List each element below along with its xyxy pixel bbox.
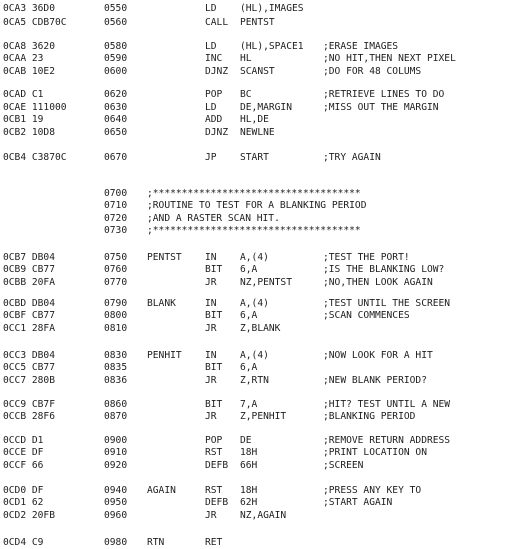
line-comment: ;AND A RASTER SCAN HIT. [147, 213, 280, 224]
line-operand: 6,A [240, 264, 258, 275]
line-operand: Z,RTN [240, 375, 269, 386]
line-addr: 0CBF CB77 [3, 310, 55, 321]
line-addr: 0CC7 280B [3, 375, 55, 386]
line-addr: 0CC9 CB7F [3, 399, 55, 410]
line-ln: 0760 [104, 264, 128, 275]
listing-line [0, 375, 512, 387]
line-comment: ;BLANKING PERIOD [323, 411, 416, 422]
line-addr: 0CD1 62 [3, 497, 44, 508]
line-addr: 0CD0 DF [3, 485, 44, 496]
listing-line [0, 200, 512, 212]
line-op: LD [205, 41, 217, 52]
line-ln: 0720 [104, 213, 128, 224]
line-ln: 0650 [104, 127, 128, 138]
line-op: RST [205, 485, 223, 496]
line-addr: 0CD2 20FB [3, 510, 55, 521]
listing-line [0, 497, 512, 509]
line-comment: ;ROUTINE TO TEST FOR A BLANKING PERIOD [147, 200, 367, 211]
line-operand: Z,BLANK [240, 323, 281, 334]
line-ln: 0550 [104, 3, 128, 14]
line-operand: SCANST [240, 66, 275, 77]
line-comment: ;************************************ [147, 188, 361, 199]
line-operand: DE,MARGIN [240, 102, 292, 113]
listing-line [0, 323, 512, 335]
line-op: BIT [205, 399, 223, 410]
line-op: LD [205, 102, 217, 113]
line-op: RET [205, 537, 223, 548]
line-ln: 0620 [104, 89, 128, 100]
line-op: POP [205, 89, 223, 100]
line-addr: 0CBD DB04 [3, 298, 55, 309]
listing-line [0, 435, 512, 447]
line-operand: HL [240, 53, 252, 64]
line-addr: 0CA3 36D0 [3, 3, 55, 14]
listing-line [0, 17, 512, 29]
line-op: LD [205, 3, 217, 14]
line-operand: 7,A [240, 399, 258, 410]
line-comment: ;TEST UNTIL THE SCREEN [323, 298, 451, 309]
listing-line [0, 102, 512, 114]
line-op: BIT [205, 310, 223, 321]
line-addr: 0CC3 DB04 [3, 350, 55, 361]
line-operand: A,(4) [240, 350, 269, 361]
line-comment: ;NEW BLANK PERIOD? [323, 375, 427, 386]
line-operand: 62H [240, 497, 258, 508]
line-operand: 66H [240, 460, 258, 471]
line-comment: ;MISS OUT THE MARGIN [323, 102, 439, 113]
line-operand: A,(4) [240, 252, 269, 263]
listing-line [0, 298, 512, 310]
line-addr: 0CCF 66 [3, 460, 44, 471]
line-addr: 0CB2 10D8 [3, 127, 55, 138]
line-comment: ;************************************ [147, 225, 361, 236]
listing-line [0, 127, 512, 139]
line-op: BIT [205, 264, 223, 275]
line-comment: ;PRESS ANY KEY TO [323, 485, 422, 496]
line-op: DEFB [205, 460, 229, 471]
line-operand: HL,DE [240, 114, 269, 125]
line-ln: 0600 [104, 66, 128, 77]
listing-line [0, 114, 512, 126]
line-ln: 0770 [104, 277, 128, 288]
line-op: POP [205, 435, 223, 446]
line-ln: 0700 [104, 188, 128, 199]
line-addr: 0CB4 C3870C [3, 152, 67, 163]
line-operand: (HL),IMAGES [240, 3, 304, 14]
line-label: BLANK [147, 298, 176, 309]
line-comment: ;NO,THEN LOOK AGAIN [323, 277, 433, 288]
line-label: RTN [147, 537, 165, 548]
line-op: JP [205, 152, 217, 163]
line-ln: 0870 [104, 411, 128, 422]
line-op: BIT [205, 362, 223, 373]
listing-line [0, 53, 512, 65]
line-ln: 0920 [104, 460, 128, 471]
line-ln: 0960 [104, 510, 128, 521]
line-operand: 18H [240, 447, 258, 458]
listing-line [0, 3, 512, 15]
line-addr: 0CB7 DB04 [3, 252, 55, 263]
line-op: INC [205, 53, 223, 64]
listing-line [0, 225, 512, 237]
line-operand: BC [240, 89, 252, 100]
line-operand: NZ,AGAIN [240, 510, 287, 521]
line-comment: ;RETRIEVE LINES TO DO [323, 89, 445, 100]
line-ln: 0910 [104, 447, 128, 458]
listing-line [0, 188, 512, 200]
line-op: IN [205, 298, 217, 309]
line-op: JR [205, 323, 217, 334]
line-comment: ;ERASE IMAGES [323, 41, 399, 52]
line-addr: 0CAB 10E2 [3, 66, 55, 77]
line-comment: ;PRINT LOCATION ON [323, 447, 427, 458]
listing-line [0, 537, 512, 549]
line-ln: 0860 [104, 399, 128, 410]
line-op: IN [205, 350, 217, 361]
line-comment: ;START AGAIN [323, 497, 393, 508]
listing-line [0, 350, 512, 362]
line-addr: 0CB9 CB77 [3, 264, 55, 275]
line-op: JR [205, 375, 217, 386]
line-ln: 0810 [104, 323, 128, 334]
line-comment: ;TRY AGAIN [323, 152, 381, 163]
line-op: DJNZ [205, 127, 229, 138]
line-comment: ;NO HIT,THEN NEXT PIXEL [323, 53, 456, 64]
line-ln: 0630 [104, 102, 128, 113]
line-operand: DE [240, 435, 252, 446]
line-comment: ;TEST THE PORT! [323, 252, 410, 263]
line-label: PENHIT [147, 350, 182, 361]
line-operand: NZ,PENTST [240, 277, 292, 288]
line-operand: 6,A [240, 362, 258, 373]
line-ln: 0590 [104, 53, 128, 64]
listing-line [0, 277, 512, 289]
line-operand: PENTST [240, 17, 275, 28]
listing-line [0, 310, 512, 322]
line-operand: A,(4) [240, 298, 269, 309]
line-ln: 0836 [104, 375, 128, 386]
listing-line [0, 89, 512, 101]
line-ln: 0900 [104, 435, 128, 446]
line-addr: 0CBB 20FA [3, 277, 55, 288]
line-ln: 0580 [104, 41, 128, 52]
line-comment: ;SCREEN [323, 460, 364, 471]
line-ln: 0800 [104, 310, 128, 321]
listing-line [0, 460, 512, 472]
line-comment: ;NOW LOOK FOR A HIT [323, 350, 433, 361]
line-comment: ;DO FOR 48 COLUMS [323, 66, 422, 77]
line-operand: 6,A [240, 310, 258, 321]
line-addr: 0CD4 C9 [3, 537, 44, 548]
line-ln: 0940 [104, 485, 128, 496]
line-ln: 0980 [104, 537, 128, 548]
listing-line [0, 510, 512, 522]
line-addr: 0CB1 19 [3, 114, 44, 125]
line-addr: 0CC5 CB77 [3, 362, 55, 373]
listing-line [0, 264, 512, 276]
line-label: PENTST [147, 252, 182, 263]
line-operand: START [240, 152, 269, 163]
line-comment: ;IS THE BLANKING LOW? [323, 264, 445, 275]
line-operand: Z,PENHIT [240, 411, 287, 422]
line-addr: 0CC1 28FA [3, 323, 55, 334]
listing-line [0, 152, 512, 164]
line-op: RST [205, 447, 223, 458]
line-addr: 0CAA 23 [3, 53, 44, 64]
line-comment: ;SCAN COMMENCES [323, 310, 410, 321]
line-op: JR [205, 277, 217, 288]
line-op: DEFB [205, 497, 229, 508]
listing-line [0, 447, 512, 459]
listing-line [0, 66, 512, 78]
line-comment: ;HIT? TEST UNTIL A NEW [323, 399, 451, 410]
line-ln: 0950 [104, 497, 128, 508]
line-addr: 0CAE 111000 [3, 102, 67, 113]
line-operand: (HL),SPACE1 [240, 41, 304, 52]
line-op: JR [205, 411, 217, 422]
line-ln: 0640 [104, 114, 128, 125]
line-ln: 0710 [104, 200, 128, 211]
line-addr: 0CA5 CDB70C [3, 17, 67, 28]
line-ln: 0730 [104, 225, 128, 236]
line-addr: 0CA8 3620 [3, 41, 55, 52]
line-op: JR [205, 510, 217, 521]
line-comment: ;REMOVE RETURN ADDRESS [323, 435, 451, 446]
line-op: IN [205, 252, 217, 263]
line-addr: 0CAD C1 [3, 89, 44, 100]
line-addr: 0CCB 28F6 [3, 411, 55, 422]
listing-line [0, 411, 512, 423]
line-op: DJNZ [205, 66, 229, 77]
line-addr: 0CCD D1 [3, 435, 44, 446]
line-op: ADD [205, 114, 223, 125]
listing-line [0, 362, 512, 374]
line-ln: 0830 [104, 350, 128, 361]
listing-line [0, 399, 512, 411]
line-ln: 0790 [104, 298, 128, 309]
line-ln: 0560 [104, 17, 128, 28]
line-operand: NEWLNE [240, 127, 275, 138]
listing-line [0, 485, 512, 497]
listing-line [0, 252, 512, 264]
listing-line [0, 41, 512, 53]
line-operand: 18H [240, 485, 258, 496]
line-ln: 0835 [104, 362, 128, 373]
listing-line [0, 213, 512, 225]
line-ln: 0670 [104, 152, 128, 163]
line-addr: 0CCE DF [3, 447, 44, 458]
line-label: AGAIN [147, 485, 176, 496]
line-ln: 0750 [104, 252, 128, 263]
line-op: CALL [205, 17, 229, 28]
